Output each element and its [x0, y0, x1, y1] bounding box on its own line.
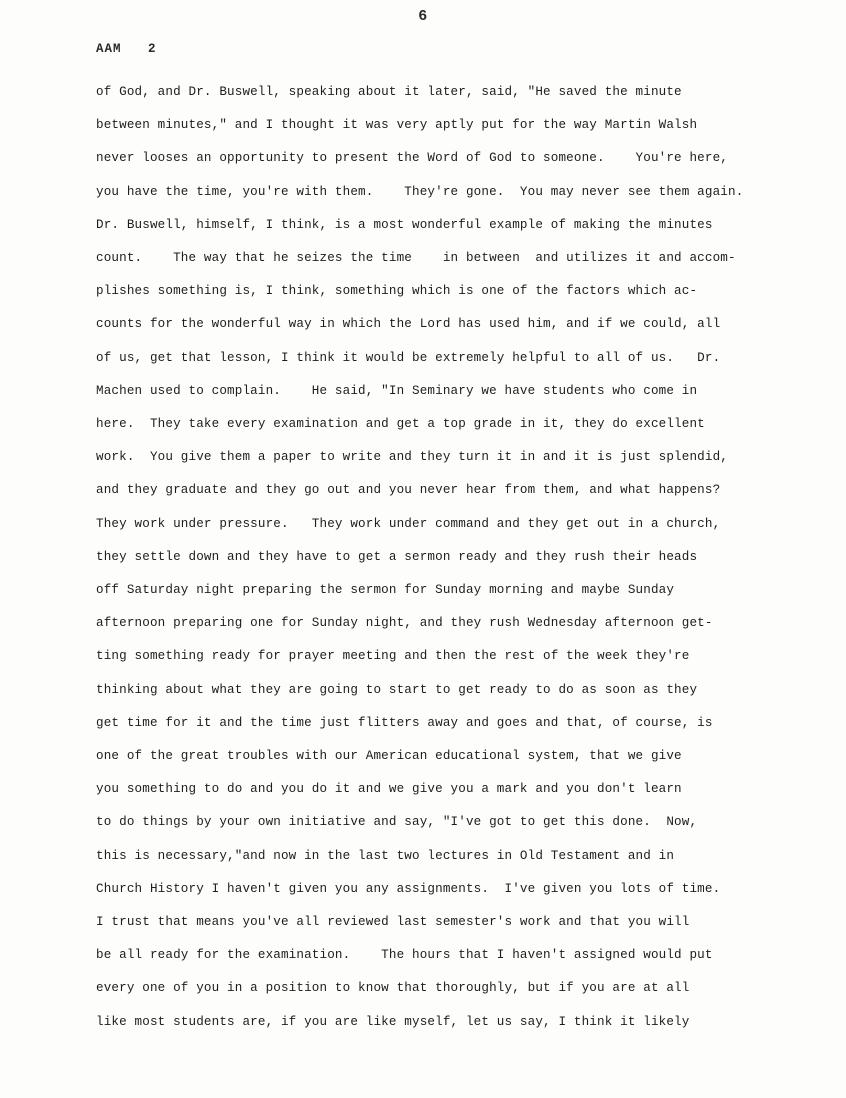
text-line: afternoon preparing one for Sunday night, and they rush Wednesday afternoon get-: [96, 616, 713, 631]
text-line: here. They take every examination and get a top grade in it, they do excellent: [96, 417, 705, 432]
document-number: 2: [148, 42, 157, 56]
text-line: of God, and Dr. Buswell, speaking about it later, said, "He saved the minute: [96, 85, 682, 99]
text-line: like most students are, if you are like myself, let us say, I think it likely: [96, 1014, 690, 1029]
text-line: to do things by your own initiative and say, "I've got to get this done. Now,: [96, 815, 698, 830]
page-number: 6: [418, 8, 428, 25]
text-line: Machen used to complain. He said, "In Seminary we have students who come in: [96, 383, 698, 398]
text-line: work. You give them a paper to write and they turn it in and it is just splendid,: [96, 450, 729, 465]
text-line: you something to do and you do it and we give you a mark and you don't learn: [96, 782, 682, 797]
text-line: this is necessary,"and now in the last two lectures in Old Testament and in: [96, 848, 675, 863]
text-line: one of the great troubles with our American educational system, that we give: [96, 749, 682, 764]
text-line: I trust that means you've all reviewed last semester's work and that you will: [96, 915, 690, 930]
text-line: thinking about what they are going to start to get ready to do as soon as they: [96, 682, 698, 697]
text-line: they settle down and they have to get a sermon ready and they rush their heads: [96, 549, 698, 564]
document-body: [96, 76, 808, 1039]
text-line: between minutes," and I thought it was very aptly put for the way Martin Walsh: [96, 118, 698, 133]
text-line: ting something ready for prayer meeting and then the rest of the week they're: [96, 649, 690, 664]
text-line: plishes something is, I think, something which is one of the factors which ac-: [96, 284, 698, 299]
text-line: count. The way that he seizes the time in between and utilizes it and accom-: [96, 251, 736, 266]
text-line: you have the time, you're with them. They're gone. You may never see them again.: [96, 184, 744, 199]
text-line: Church History I haven't given you any assignments. I've given you lots of time.: [96, 881, 721, 896]
text-line: counts for the wonderful way in which the Lord has used him, and if we could, all: [96, 317, 721, 332]
text-line: Dr. Buswell, himself, I think, is a most wonderful example of making the minutes: [96, 217, 713, 232]
text-line: be all ready for the examination. The hours that I haven't assigned would put: [96, 948, 713, 963]
text-line: They work under pressure. They work under command and they get out in a church,: [96, 516, 721, 531]
document-header: [96, 42, 157, 56]
text-line: of us, get that lesson, I think it would be extremely helpful to all of us. Dr.: [96, 350, 721, 365]
text-line: never looses an opportunity to present the Word of God to someone. You're here,: [96, 151, 729, 166]
text-line: every one of you in a position to know that thoroughly, but if you are at all: [96, 981, 690, 996]
text-line: and they graduate and they go out and you never hear from them, and what happens?: [96, 483, 721, 498]
text-line: get time for it and the time just flitters away and goes and that, of course, is: [96, 715, 713, 730]
document-id: AAM: [96, 42, 122, 56]
text-line: off Saturday night preparing the sermon for Sunday morning and maybe Sunday: [96, 583, 675, 598]
